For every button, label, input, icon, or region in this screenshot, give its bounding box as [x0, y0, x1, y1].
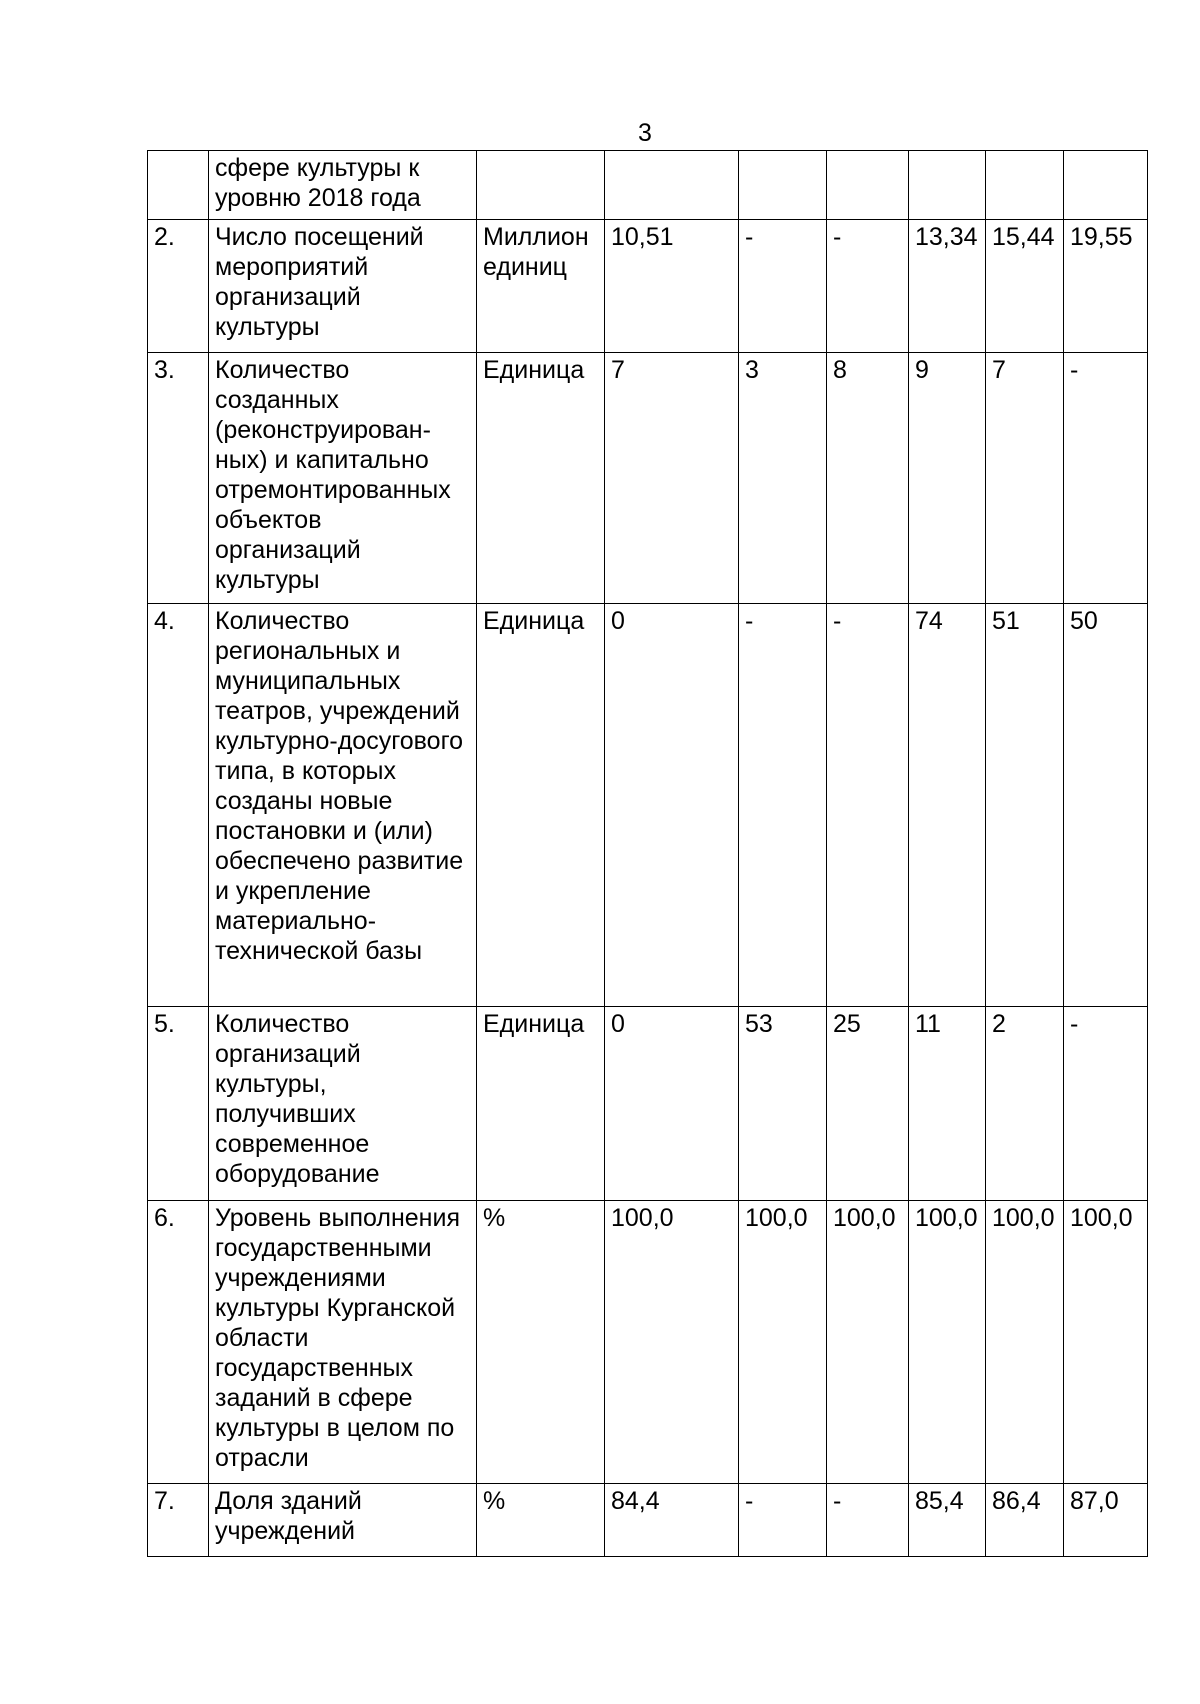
unit-of-measure: % — [477, 1484, 605, 1557]
value-cell: 9 — [909, 353, 986, 604]
value-cell — [986, 151, 1064, 220]
value-cell — [827, 151, 909, 220]
row-number: 4. — [148, 604, 209, 1007]
table-row — [148, 1484, 1148, 1557]
row-number: 6. — [148, 1201, 209, 1484]
value-cell — [909, 151, 986, 220]
value-cell: 10,51 — [605, 220, 739, 353]
value-cell — [739, 151, 827, 220]
row-number: 3. — [148, 353, 209, 604]
value-cell: 100,0 — [986, 1201, 1064, 1484]
value-cell: - — [1064, 353, 1148, 604]
value-cell: 87,0 — [1064, 1484, 1148, 1557]
value-cell: 11 — [909, 1007, 986, 1201]
unit-of-measure: Единица — [477, 1007, 605, 1201]
value-cell: 84,4 — [605, 1484, 739, 1557]
value-cell: 7 — [986, 353, 1064, 604]
value-cell: - — [739, 1484, 827, 1557]
value-cell: 51 — [986, 604, 1064, 1007]
value-cell: 86,4 — [986, 1484, 1064, 1557]
value-cell: 74 — [909, 604, 986, 1007]
unit-of-measure: Единица — [477, 353, 605, 604]
value-cell: 0 — [605, 1007, 739, 1201]
table-row — [148, 220, 1148, 353]
indicator-name: Количество региональных и муниципальных театров, учреждений культурно-досугового типа, в которых созданы новые постановки и (или) обеспечено развитие и укрепление материально-технической базы — [209, 604, 477, 1007]
table-row — [148, 604, 1148, 1007]
unit-of-measure: Единица — [477, 604, 605, 1007]
value-cell: - — [827, 604, 909, 1007]
table-row — [148, 1007, 1148, 1201]
value-cell: 8 — [827, 353, 909, 604]
value-cell: 2 — [986, 1007, 1064, 1201]
value-cell: - — [827, 1484, 909, 1557]
value-cell: - — [739, 604, 827, 1007]
indicator-name: Количество созданных (реконструирован-ных) и капитально отремонтированных объектов организаций культуры — [209, 353, 477, 604]
indicator-name: Уровень выполнения государственными учреждениями культуры Курганской области государственных заданий в сфере культуры в целом по отрасли — [209, 1201, 477, 1484]
table-row — [148, 353, 1148, 604]
value-cell: 15,44 — [986, 220, 1064, 353]
value-cell: 53 — [739, 1007, 827, 1201]
indicator-name: Число посещений мероприятий организаций культуры — [209, 220, 477, 353]
unit-of-measure: Миллион единиц — [477, 220, 605, 353]
table-row — [148, 1201, 1148, 1484]
row-number — [148, 151, 209, 220]
value-cell: 100,0 — [909, 1201, 986, 1484]
value-cell: 7 — [605, 353, 739, 604]
value-cell: 3 — [739, 353, 827, 604]
value-cell: - — [827, 220, 909, 353]
value-cell: 85,4 — [909, 1484, 986, 1557]
page-number: 3 — [638, 119, 652, 147]
row-number: 5. — [148, 1007, 209, 1201]
unit-of-measure — [477, 151, 605, 220]
indicators-table — [147, 150, 1148, 1557]
value-cell: 100,0 — [1064, 1201, 1148, 1484]
value-cell: 100,0 — [605, 1201, 739, 1484]
indicator-name: сфере культуры к уровню 2018 года — [209, 151, 477, 220]
row-number: 2. — [148, 220, 209, 353]
table-row — [148, 151, 1148, 220]
row-number: 7. — [148, 1484, 209, 1557]
value-cell — [605, 151, 739, 220]
indicator-name: Доля зданий учреждений — [209, 1484, 477, 1557]
value-cell: 13,34 — [909, 220, 986, 353]
value-cell: 25 — [827, 1007, 909, 1201]
value-cell: 100,0 — [739, 1201, 827, 1484]
value-cell: 100,0 — [827, 1201, 909, 1484]
value-cell: 19,55 — [1064, 220, 1148, 353]
value-cell: 0 — [605, 604, 739, 1007]
unit-of-measure: % — [477, 1201, 605, 1484]
value-cell — [1064, 151, 1148, 220]
value-cell: 50 — [1064, 604, 1148, 1007]
value-cell: - — [1064, 1007, 1148, 1201]
value-cell: - — [739, 220, 827, 353]
indicator-name: Количество организаций культуры, получивших современное оборудование — [209, 1007, 477, 1201]
